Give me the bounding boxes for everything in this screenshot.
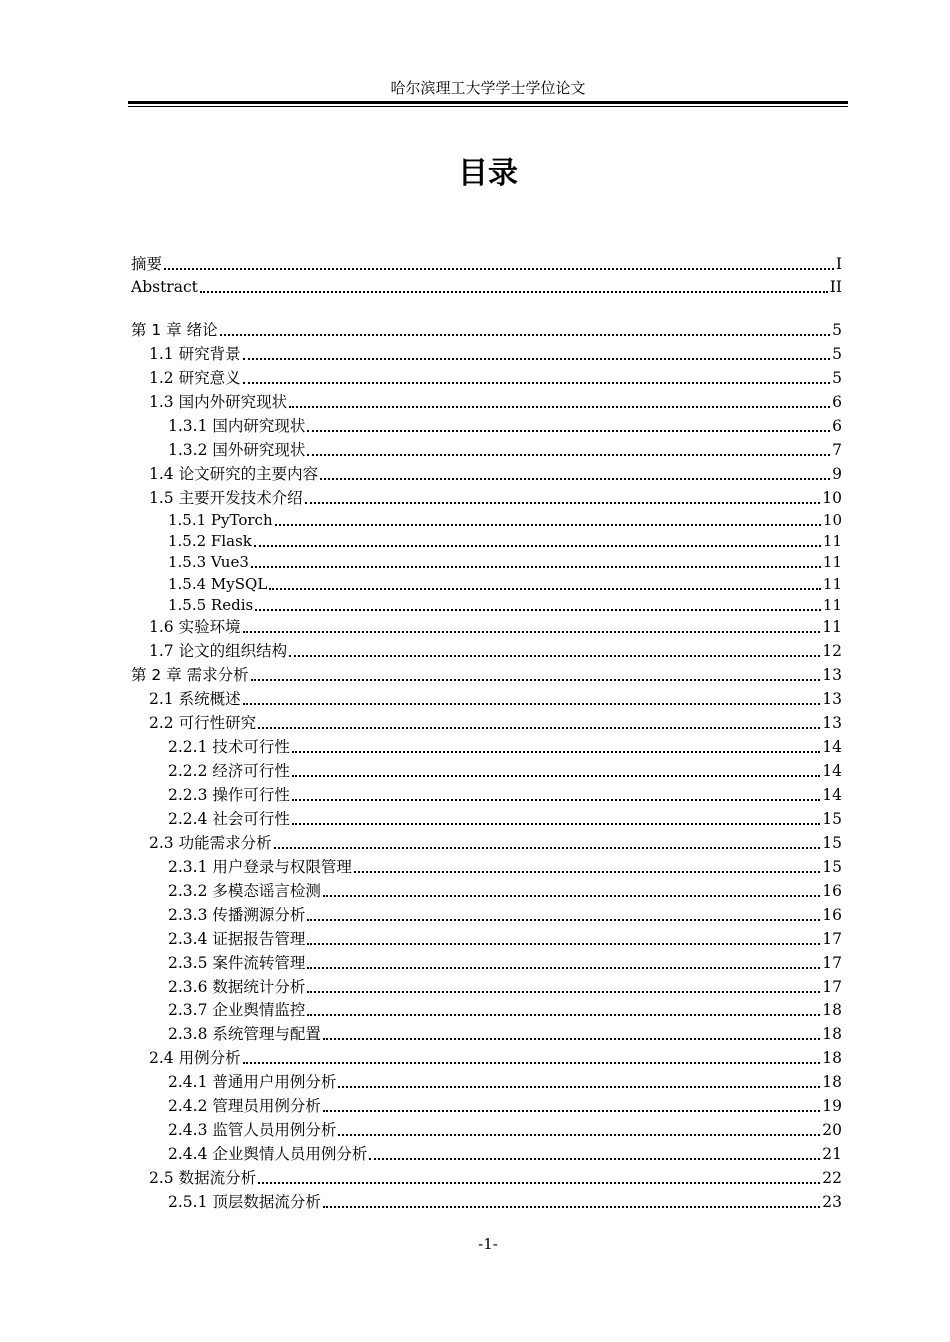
toc-entry-label: 1.2 研究意义 — [149, 369, 241, 387]
toc-entry — [149, 462, 842, 484]
toc-entry-page: 22 — [822, 1169, 842, 1187]
toc-entry-label: 1.7 论文的组织结构 — [149, 642, 288, 660]
running-header: 哈尔滨理工大学学士学位论文 — [390, 79, 586, 97]
toc-entry-page: 9 — [832, 465, 842, 483]
toc-entry-label: 1.5.1 PyTorch — [168, 511, 273, 529]
toc-entry-label: 2.1 系统概述 — [149, 690, 241, 708]
toc-entry-label: 2.2 可行性研究 — [149, 714, 257, 732]
toc-entry-label: 2.3.2 多模态谣言检测 — [168, 882, 321, 900]
toc-entry-label: 2.4 用例分析 — [149, 1049, 241, 1067]
toc-entry — [131, 275, 842, 297]
toc-entry — [168, 1142, 842, 1164]
toc-entry-label: 2.4.2 管理员用例分析 — [168, 1097, 321, 1115]
toc-entry-label: 2.5 数据流分析 — [149, 1169, 257, 1187]
toc-entry-label: 1.3.2 国外研究现状 — [168, 441, 306, 459]
toc-entry-page: I — [835, 255, 842, 273]
toc-leader-dots — [254, 545, 821, 547]
toc-entry-label: 1.6 实验环境 — [149, 618, 241, 636]
toc-entry — [149, 1166, 842, 1188]
toc-entry-page: 15 — [822, 834, 842, 852]
toc-entry — [168, 1070, 842, 1092]
toc-leader-dots — [243, 358, 831, 360]
toc-entry — [168, 759, 842, 781]
toc-leader-dots — [243, 382, 831, 384]
toc-leader-dots — [292, 799, 820, 801]
toc-entry — [168, 783, 842, 805]
toc-entry-page: 18 — [822, 1025, 842, 1043]
toc-entry-label: 第 1 章 绪论 — [131, 321, 218, 339]
toc-leader-dots — [269, 588, 821, 590]
toc-entry-label: 2.4.3 监管人员用例分析 — [168, 1121, 337, 1139]
toc-entry-page: 15 — [822, 810, 842, 828]
toc-leader-dots — [307, 991, 820, 993]
toc-entry-label: 2.2.4 社会可行性 — [168, 810, 290, 828]
toc-entry-label: 2.3.6 数据统计分析 — [168, 978, 306, 996]
toc-entry-label: 1.5 主要开发技术介绍 — [149, 489, 303, 507]
toc-entry — [168, 508, 842, 530]
toc-leader-dots — [307, 943, 820, 945]
toc-leader-dots — [243, 703, 821, 705]
toc-entry-label: 1.3.1 国内研究现状 — [168, 417, 306, 435]
toc-entry-page: 14 — [822, 786, 842, 804]
toc-leader-dots — [243, 1062, 821, 1064]
toc-entry-label: 2.4.1 普通用户用例分析 — [168, 1073, 337, 1091]
toc-entry-page: 19 — [822, 1097, 842, 1115]
toc-entry-label: 2.2.2 经济可行性 — [168, 762, 290, 780]
toc-entry-label: 摘要 — [131, 255, 163, 273]
toc-entry — [149, 711, 842, 733]
toc-leader-dots — [292, 751, 820, 753]
toc-leader-dots — [354, 871, 820, 873]
toc-entry-label: 2.5.1 顶层数据流分析 — [168, 1193, 321, 1211]
toc-leader-dots — [323, 895, 820, 897]
toc-entry-label: 1.5.4 MySQL — [168, 575, 268, 593]
toc-entry-page: 10 — [822, 489, 842, 507]
toc-leader-dots — [307, 430, 830, 432]
toc-entry — [149, 615, 842, 637]
toc-entry-page: 11 — [822, 532, 842, 550]
toc-leader-dots — [164, 268, 834, 270]
toc-entry — [168, 593, 842, 615]
toc-entry — [168, 927, 842, 949]
toc-entry-page: 5 — [832, 321, 842, 339]
toc-title: 目录 — [458, 156, 518, 191]
toc-leader-dots — [338, 1134, 820, 1136]
toc-entry — [131, 663, 842, 685]
toc-entry-page: 14 — [822, 738, 842, 756]
toc-entry-page: 5 — [832, 369, 842, 387]
toc-entry-page: 11 — [822, 575, 842, 593]
toc-entry — [168, 414, 842, 436]
toc-leader-dots — [289, 406, 830, 408]
toc-leader-dots — [251, 679, 821, 681]
toc-leader-dots — [258, 1182, 820, 1184]
toc-entry-label: 1.5.3 Vue3 — [168, 553, 249, 571]
toc-leader-dots — [323, 1206, 820, 1208]
toc-leader-dots — [307, 919, 820, 921]
toc-entry — [168, 1190, 842, 1212]
toc-entry-label: 1.5.2 Flask — [168, 532, 252, 550]
toc-entry — [168, 550, 842, 572]
toc-leader-dots — [274, 847, 821, 849]
toc-entry-page: 6 — [832, 417, 842, 435]
toc-entry — [168, 855, 842, 877]
toc-entry — [168, 1022, 842, 1044]
toc-entry-label: 第 2 章 需求分析 — [131, 666, 249, 684]
toc-entry-page: 21 — [822, 1145, 842, 1163]
toc-entry — [149, 366, 842, 388]
toc-leader-dots — [251, 566, 821, 568]
toc-entry-page: 7 — [832, 441, 842, 459]
toc-leader-dots — [258, 727, 820, 729]
toc-entry-page: 11 — [822, 618, 842, 636]
toc-entry-page: 18 — [822, 1049, 842, 1067]
toc-entry — [168, 735, 842, 757]
toc-leader-dots — [220, 334, 830, 336]
toc-entry-label: 1.5.5 Redis — [168, 596, 254, 614]
toc-entry — [168, 903, 842, 925]
toc-entry — [149, 390, 842, 412]
toc-leader-dots — [369, 1158, 820, 1160]
toc-entry — [168, 879, 842, 901]
toc-entry-page: 17 — [822, 978, 842, 996]
toc-entry-label: 2.3.8 系统管理与配置 — [168, 1025, 321, 1043]
toc-entry-label: 1.1 研究背景 — [149, 345, 241, 363]
toc-entry-page: 13 — [822, 714, 842, 732]
toc-entry-page: 13 — [822, 690, 842, 708]
toc-leader-dots — [305, 502, 821, 504]
toc-entry-label: 1.3 国内外研究现状 — [149, 393, 288, 411]
toc-entry — [168, 572, 842, 594]
toc-entry — [149, 342, 842, 364]
toc-entry-page: 15 — [822, 858, 842, 876]
toc-entry-label: 2.3.7 企业舆情监控 — [168, 1001, 306, 1019]
toc-entry — [168, 529, 842, 551]
toc-entry-label: 2.3.3 传播溯源分析 — [168, 906, 306, 924]
toc-entry-label: 2.3.1 用户登录与权限管理 — [168, 858, 352, 876]
toc-leader-dots — [323, 1110, 820, 1112]
toc-entry-page: 10 — [822, 511, 842, 529]
toc-entry-label: 2.2.1 技术可行性 — [168, 738, 290, 756]
toc-entry-label: 1.4 论文研究的主要内容 — [149, 465, 319, 483]
toc-leader-dots — [292, 775, 820, 777]
toc-entry-page: 20 — [822, 1121, 842, 1139]
toc-entry-page: 11 — [822, 553, 842, 571]
toc-entry — [149, 486, 842, 508]
toc-entry-page: 11 — [822, 596, 842, 614]
toc-leader-dots — [307, 454, 830, 456]
page-number: -1- — [478, 1235, 498, 1253]
toc-leader-dots — [200, 291, 828, 293]
toc-entry-page: 18 — [822, 1001, 842, 1019]
toc-entry-label: 2.2.3 操作可行性 — [168, 786, 290, 804]
toc-leader-dots — [255, 609, 821, 611]
toc-leader-dots — [275, 524, 821, 526]
toc-entry-label: Abstract — [131, 278, 198, 296]
toc-leader-dots — [307, 967, 820, 969]
toc-entry-label: 2.3.5 案件流转管理 — [168, 954, 306, 972]
toc-entry — [149, 639, 842, 661]
toc-entry — [131, 318, 842, 340]
toc-entry — [168, 1118, 842, 1140]
toc-entry — [149, 831, 842, 853]
toc-entry-page: 16 — [822, 906, 842, 924]
toc-leader-dots — [289, 655, 820, 657]
toc-entry-page: 18 — [822, 1073, 842, 1091]
toc-leader-dots — [243, 631, 821, 633]
toc-entry — [168, 1094, 842, 1116]
toc-entry — [168, 975, 842, 997]
toc-entry — [168, 438, 842, 460]
toc-leader-dots — [292, 823, 820, 825]
toc-entry — [131, 252, 842, 274]
toc-entry — [168, 998, 842, 1020]
toc-entry-page: 17 — [822, 954, 842, 972]
toc-entry-label: 2.3 功能需求分析 — [149, 834, 272, 852]
toc-entry — [168, 951, 842, 973]
toc-entry — [168, 807, 842, 829]
toc-entry-page: 17 — [822, 930, 842, 948]
toc-entry-page: 6 — [832, 393, 842, 411]
toc-leader-dots — [307, 1014, 820, 1016]
toc-entry-page: 13 — [822, 666, 842, 684]
toc-entry-page: 5 — [832, 345, 842, 363]
toc-leader-dots — [320, 478, 830, 480]
toc-leader-dots — [323, 1038, 820, 1040]
toc-entry-page: II — [829, 278, 842, 296]
toc-entry — [149, 1046, 842, 1068]
toc-entry-page: 12 — [822, 642, 842, 660]
toc-leader-dots — [338, 1086, 820, 1088]
toc-entry-label: 2.4.4 企业舆情人员用例分析 — [168, 1145, 368, 1163]
toc-entry-page: 14 — [822, 762, 842, 780]
toc-entry-page: 16 — [822, 882, 842, 900]
toc-entry-page: 23 — [822, 1193, 842, 1211]
toc-entry — [149, 687, 842, 709]
toc-entry-label: 2.3.4 证据报告管理 — [168, 930, 306, 948]
